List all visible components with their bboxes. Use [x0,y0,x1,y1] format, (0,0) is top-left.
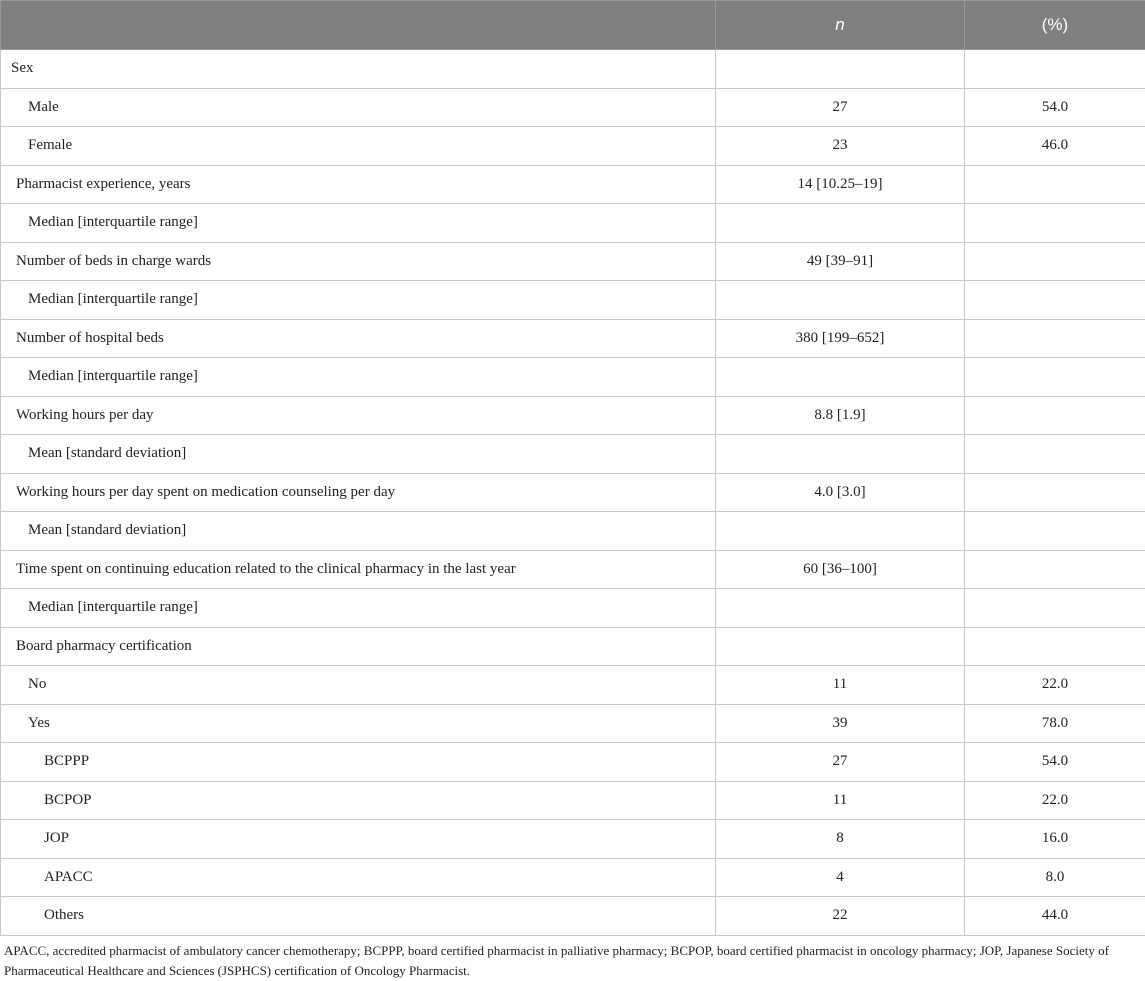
table-body [1,50,1145,936]
table-header [1,1,1145,50]
table-row [1,512,1145,551]
row-n [716,435,965,474]
row-label: Working hours per day [1,396,716,435]
row-n: 23 [716,127,965,166]
row-n: 27 [716,88,965,127]
row-pct [965,473,1145,512]
table-row [1,204,1145,243]
table-row [1,781,1145,820]
row-label: Female [1,127,716,166]
table-row [1,550,1145,589]
row-label: Median [interquartile range] [1,204,716,243]
row-n: 49 [39–91] [716,242,965,281]
row-pct [965,50,1145,89]
row-n: 8.8 [1.9] [716,396,965,435]
row-label: APACC [1,858,716,897]
header-label-cell [1,1,716,50]
table-row [1,319,1145,358]
table-row [1,897,1145,936]
row-pct: 22.0 [965,666,1145,705]
row-n: 27 [716,743,965,782]
row-pct [965,512,1145,551]
row-label: Board pharmacy certification [1,627,716,666]
row-pct [965,281,1145,320]
row-n: 380 [199–652] [716,319,965,358]
row-n [716,204,965,243]
row-label: Yes [1,704,716,743]
row-pct: 78.0 [965,704,1145,743]
row-n: 14 [10.25–19] [716,165,965,204]
row-pct: 8.0 [965,858,1145,897]
row-pct [965,550,1145,589]
row-n: 60 [36–100] [716,550,965,589]
row-pct [965,358,1145,397]
row-label: Time spent on continuing education related to the clinical pharmacy in the last year [1,550,716,589]
row-n: 8 [716,820,965,859]
row-n: 11 [716,666,965,705]
row-label: Number of hospital beds [1,319,716,358]
row-n [716,50,965,89]
row-pct [965,589,1145,628]
row-label: BCPPP [1,743,716,782]
row-n [716,512,965,551]
table-row [1,666,1145,705]
row-pct [965,396,1145,435]
row-pct: 44.0 [965,897,1145,936]
row-n [716,589,965,628]
table-row [1,242,1145,281]
table-row [1,435,1145,474]
row-pct [965,435,1145,474]
row-label: Working hours per day spent on medication counseling per day [1,473,716,512]
row-label: JOP [1,820,716,859]
table-row [1,627,1145,666]
row-label: Median [interquartile range] [1,281,716,320]
table-footnote: APACC, accredited pharmacist of ambulatory cancer chemotherapy; BCPPP, board certified pharmacist in palliative pharmacy; BCPOP, board certified pharmacist in oncology pharmacy; JOP, Japanese Society of Pharmaceutical Healthcare and Sciences (JSPHCS) certification of Oncology Pharmacist. [0,936,1145,981]
row-n [716,281,965,320]
table-row [1,704,1145,743]
table-row [1,281,1145,320]
row-n: 22 [716,897,965,936]
row-label: BCPOP [1,781,716,820]
row-n: 4.0 [3.0] [716,473,965,512]
table-row [1,858,1145,897]
row-n: 39 [716,704,965,743]
row-pct: 16.0 [965,820,1145,859]
table-row [1,396,1145,435]
header-row [1,1,1145,50]
table-row [1,743,1145,782]
row-pct: 54.0 [965,743,1145,782]
row-pct: 54.0 [965,88,1145,127]
table-row [1,820,1145,859]
row-label: Number of beds in charge wards [1,242,716,281]
table-row [1,127,1145,166]
table-row [1,358,1145,397]
header-n-cell: n [716,1,965,50]
row-pct: 46.0 [965,127,1145,166]
table-row [1,50,1145,89]
row-label: Mean [standard deviation] [1,435,716,474]
row-n [716,358,965,397]
row-label: Median [interquartile range] [1,358,716,397]
row-label: Median [interquartile range] [1,589,716,628]
row-label: Others [1,897,716,936]
row-label: Pharmacist experience, years [1,165,716,204]
row-pct [965,242,1145,281]
row-pct [965,165,1145,204]
row-n: 4 [716,858,965,897]
row-pct [965,319,1145,358]
table-row [1,165,1145,204]
row-pct: 22.0 [965,781,1145,820]
row-n: 11 [716,781,965,820]
row-label: Sex [1,50,716,89]
header-pct-cell: (%) [965,1,1145,50]
table-row [1,589,1145,628]
row-pct [965,627,1145,666]
row-label: Male [1,88,716,127]
row-n [716,627,965,666]
row-pct [965,204,1145,243]
table-row [1,473,1145,512]
row-label: Mean [standard deviation] [1,512,716,551]
row-label: No [1,666,716,705]
table-row [1,88,1145,127]
